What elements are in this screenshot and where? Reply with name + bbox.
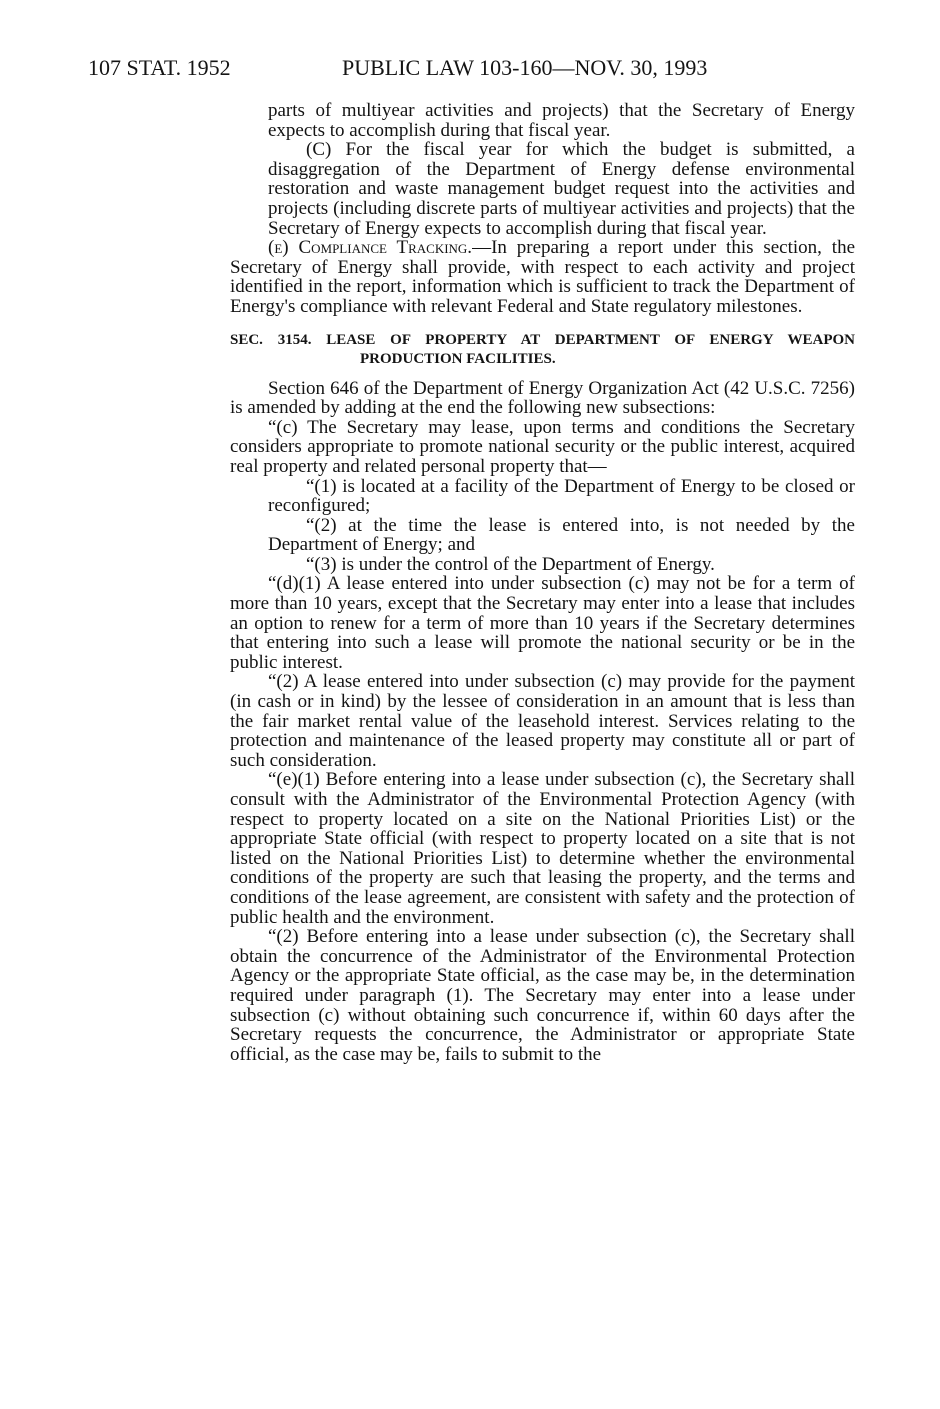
paragraph: “(2) Before entering into a lease under subsection (c), the Secretary shall obtain the concurrence of the Administrator of the Environmental Protection Agency or the appropriate State official, as the case may be, in the determination required under paragraph (1). The Secretary may enter into a lease under subsection (c) without obtaining such concurrence if, within 60 days after the Secretary requests the concurrence, the Administrator or appropriate State official, as the case may be, fails to submit to the (230, 926, 855, 1065)
paragraph: (C) For the fiscal year for which the budget is submitted, a disaggregation of the Department of Energy defense environmental restoration and waste management budget request into the activities and projects (including discrete parts of multiyear activities and projects) that the Secretary of Energy expects to accomplish during that fiscal year. (268, 139, 855, 239)
paragraph: “(2) A lease entered into under subsection (c) may provide for the payment (in cash or in kind) by the lessee of consideration in an amount that is less than the fair market rental value of the leasehold interest. Services relating to the protection and maintenance of the leased property may constitute all or part of such consideration. (230, 671, 855, 771)
paragraph: Section 646 of the Department of Energy Organization Act (42 U.S.C. 7256) is amended by adding at the end the following new subsections: (230, 377, 855, 419)
paragraph: parts of multiyear activities and projects) that the Secretary of Energy expects to accomplish during that fiscal year. (268, 100, 855, 141)
running-title: PUBLIC LAW 103-160—NOV. 30, 1993 (342, 55, 708, 80)
page-header (88, 52, 858, 84)
paragraph: “(d)(1) A lease entered into under subsection (c) may not be for a term of more than 10 years, except that the Secretary may enter into a lease that includes an option to renew for a term of more than 10 years if the Secretary determines that entering into such a lease will promote the national security or be in the public interest. (230, 573, 855, 673)
body-text (230, 101, 855, 1064)
paragraph: “(1) is located at a facility of the Department of Energy to be closed or reconfigured; (268, 475, 855, 517)
paragraph: “(2) at the time the lease is entered into, is not needed by the Department of Energy; and (268, 514, 855, 556)
paragraph: “(3) is under the control of the Department of Energy. (306, 553, 715, 575)
paragraph: “(e)(1) Before entering into a lease under subsection (c), the Secretary shall consult with the Administrator of the Environmental Protection Agency (with respect to property located on a site on the National Priorities List) or the appropriate State official (with respect to property located on a site that is not listed on the National Priorities List) to determine whether the environmental conditions of the property are such that leasing the property, and the terms and conditions of the lease agreement, are consistent with safety and the protection of public health and the environment. (230, 769, 855, 928)
page-citation: 107 STAT. 1952 (88, 55, 231, 80)
paragraph (230, 238, 855, 316)
subsection-heading: (e) Compliance Tracking. (268, 237, 473, 259)
paragraph: “(c) The Secretary may lease, upon terms and conditions the Secretary considers appropriate to promote national security or the public interest, acquired real property and related personal property that— (230, 416, 855, 477)
section-heading: SEC. 3154. LEASE OF PROPERTY AT DEPARTMENT OF ENERGY WEAPON PRODUCTION FACILITIES. (230, 331, 855, 367)
paragraph-text: —In preparing a report under this section, the Secretary of Energy shall provide, with respect to each activity and project identified in the report, information which is sufficient to track the Department of Energy's compliance with relevant Federal and State regulatory milestones. (230, 237, 855, 317)
